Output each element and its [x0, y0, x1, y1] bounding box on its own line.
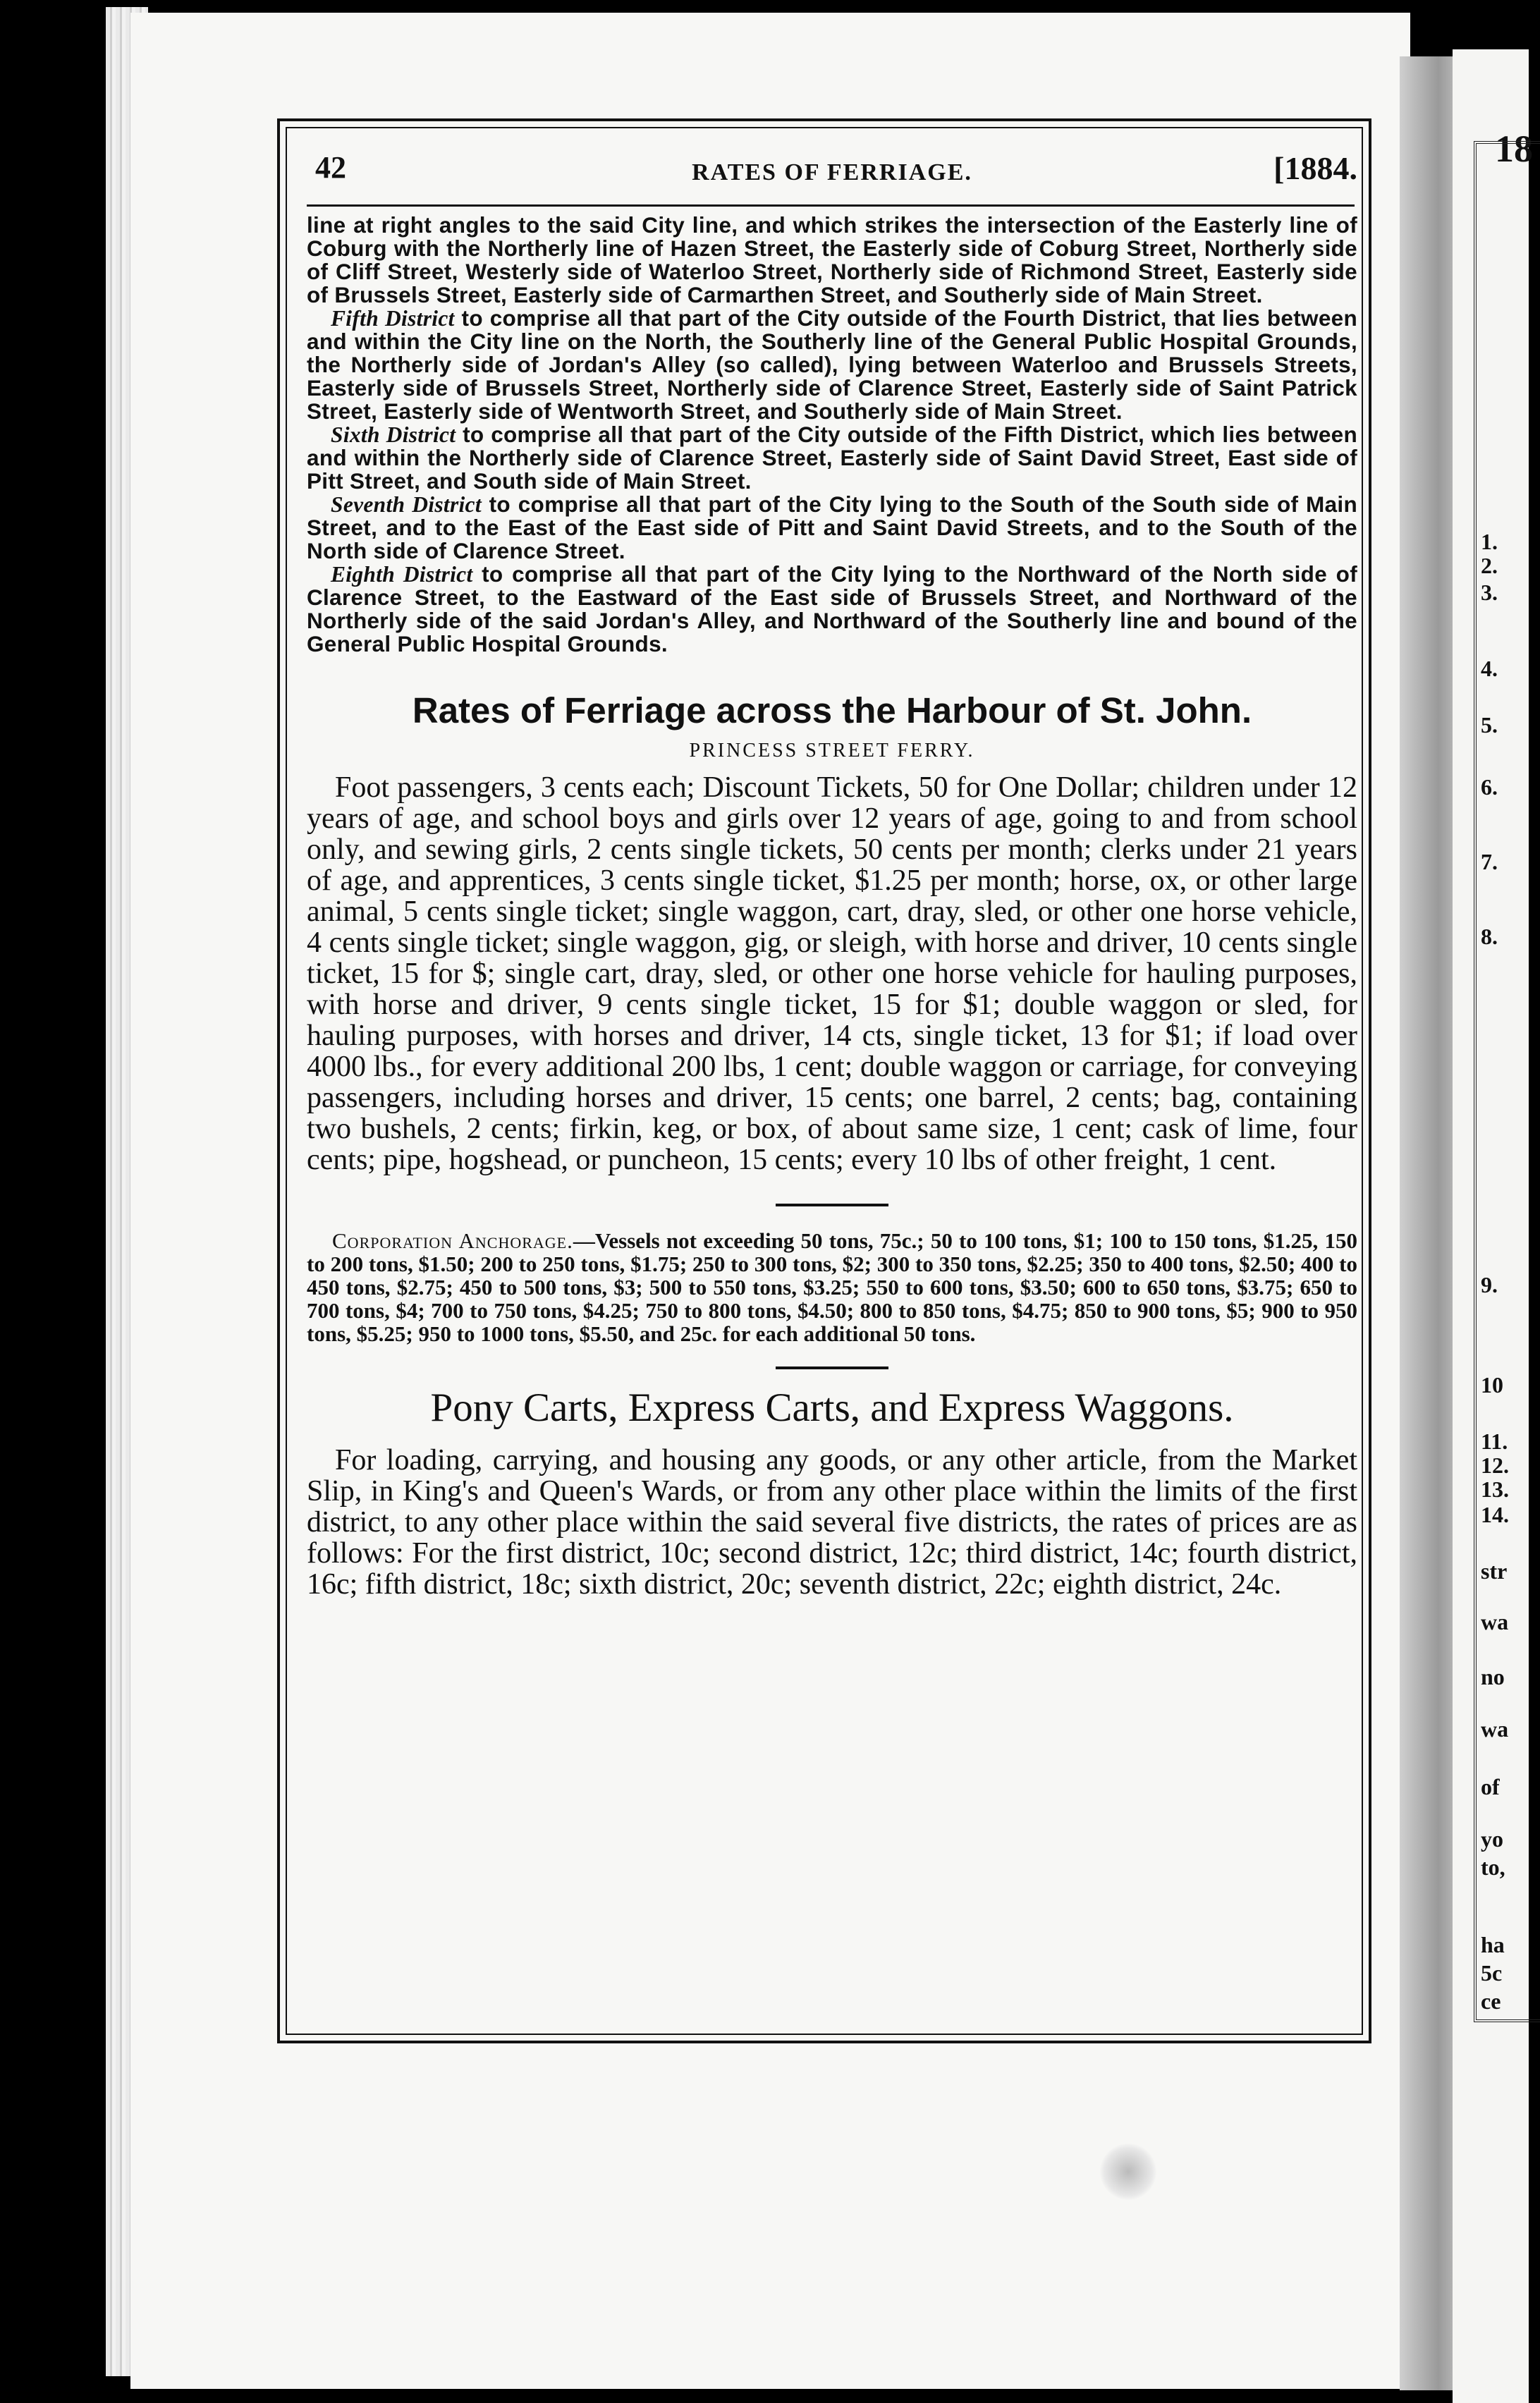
ferry-subheading: PRINCESS STREET FERRY.	[689, 740, 975, 762]
adjacent-fragment: str	[1481, 1558, 1508, 1584]
adjacent-fragment: 4.	[1481, 656, 1498, 681]
section-divider	[776, 1366, 888, 1369]
district-paragraph	[307, 423, 1357, 493]
adjacent-fragment: wa	[1481, 1716, 1509, 1742]
adjacent-fragment: wa	[1481, 1609, 1509, 1634]
adjacent-fragment: 8.	[1481, 924, 1498, 949]
district-text: to comprise all that part of the City lying to the Northward of the North side of Clarence Street, to the Eastward of the East side of Brussels Street, and Northward of the Northerly side of the said Jordan's Alley, and Northward of the Southerly line and bound of the General Public Hospital Grounds.	[307, 561, 1357, 656]
adjacent-fragment: no	[1481, 1664, 1505, 1689]
district-paragraph	[307, 493, 1357, 563]
ferriage-rates-text: Foot passengers, 3 cents each; Discount Tickets, 50 for One Dollar; children under 12 years of age, and school boys and girls over 12 years of age, going to and from school only, and sewing girls, 2 cents single tickets, 50 cents per month; clerks under 21 years of age, and apprentices, 3 cents single ticket, $1.25 per month; horse, ox, or other large animal, 5 cents single ticket; single waggon, cart, dray, sled, or other one horse vehicle, 4 cents single ticket; single waggon, gig, or sleigh, with horse and driver, 10 cents single ticket, 15 for $; single cart, dray, sled, or other one horse vehicle for hauling purposes, with horse and driver, 9 cents single ticket, 15 for $1; double waggon or sled, for hauling purposes, with horses and driver, 14 cts, single ticket, 13 for $1; if load over 4000 lbs., for every additional 200 lbs, 1 cent; double waggon or carriage, for conveying passengers, including horses and driver, 15 cents; one barrel, 2 cents; bag, containing two bushels, 2 cents; firkin, keg, or box, of about same size, 1 cent; cask of lime, four cents; pipe, hogshead, or puncheon, 15 cents; every 10 lbs of other freight, 1 cent.	[307, 771, 1357, 1176]
adjacent-fragment: 14.	[1481, 1502, 1509, 1527]
carts-heading: Pony Carts, Express Carts, and Express Waggons.	[430, 1386, 1234, 1430]
adjacent-fragment: ha	[1481, 1932, 1505, 1957]
district-text: to comprise all that part of the City outside of the Fifth District, which lies between and within the Northerly side of Clarence Street, Easterly side of Saint David Street, East side of Pitt Street, and South side of Main Street.	[307, 422, 1358, 494]
adjacent-fragment: 10	[1481, 1372, 1503, 1398]
district-label: Eighth District	[331, 562, 473, 587]
district-paragraph	[307, 307, 1357, 423]
adjacent-fragment: 12.	[1481, 1453, 1509, 1478]
anchorage-text: —Vessels not exceeding 50 tons, 75c.; 50 to 100 tons, $1; 100 to 150 tons, $1.25, 150 to 200 tons, $1.50; 200 to 250 tons, $1.75; 250 to 300 tons, $2; 300 to 350 tons, $2.25; 350 to 400 tons, $2.50; 400 to 450 tons, $2.75; 450 to 500 tons, $3; 500 to 550 tons, $3.25; 550 to 600 tons, $3.50; 600 to 650 tons, $3.75; 650 to 700 tons, $4; 700 to 750 tons, $4.25; 750 to 800 tons, $4.50; 800 to 850 tons, $4.75; 850 to 900 tons, $5; 900 to 950 tons, $5.25; 950 to 1000 tons, $5.50, and 25c. for each additional 50 tons.	[307, 1228, 1357, 1346]
adjacent-fragment: to,	[1481, 1854, 1505, 1880]
running-year: [1884.	[1273, 150, 1357, 186]
adjacent-fragment: 13.	[1481, 1476, 1509, 1502]
adjacent-fragment: 6.	[1481, 774, 1498, 800]
adjacent-fragment: yo	[1481, 1826, 1503, 1852]
adjacent-fragment: 2.	[1481, 553, 1498, 578]
page-number: 42	[315, 150, 346, 185]
adjacent-page-header: 18	[1495, 128, 1533, 170]
adjacent-fragment: 7.	[1481, 849, 1498, 874]
adjacent-fragment: 5.	[1481, 712, 1498, 738]
adjacent-fragment: 1.	[1481, 529, 1498, 554]
scan-border	[0, 0, 120, 2403]
header-rule	[307, 204, 1355, 207]
page-content	[307, 149, 1357, 1600]
running-title: RATES OF FERRIAGE.	[692, 159, 972, 185]
adjacent-fragment: 3.	[1481, 580, 1498, 605]
scan-smudge	[1100, 2144, 1156, 2200]
district-text: to comprise all that part of the City lying to the South of the South side of Main Street, and to the East of the East side of Pitt and Saint David Streets, and to the South of the North side of Clarence Street.	[307, 491, 1357, 563]
district-label: Sixth District	[331, 422, 456, 447]
districts-section	[307, 214, 1357, 656]
district-label: Seventh District	[331, 492, 482, 517]
adjacent-page-frame	[1474, 141, 1540, 2022]
district-paragraph: line at right angles to the said City line, and which strikes the intersection of the Easterly line of Coburg with the Northerly line of Hazen Street, the Easterly side of Coburg Street, Northerly side of Cliff Street, Westerly side of Waterloo Street, Northerly side of Richmond Street, Easterly side of Brussels Street, Easterly side of Carmarthen Street, and Southerly side of Main Street.	[307, 212, 1357, 307]
adjacent-fragment: ce	[1481, 1988, 1501, 2014]
running-head	[307, 149, 1357, 195]
anchorage-lead: Corporation Anchorage.	[332, 1228, 573, 1253]
adjacent-fragment: 5c	[1481, 1960, 1503, 1986]
adjacent-fragment: 9.	[1481, 1272, 1498, 1297]
ferriage-heading: Rates of Ferriage across the Harbour of St. John.	[412, 690, 1252, 730]
carts-rates-text: For loading, carrying, and housing any goods, or any other article, from the Market Slip, in King's and Queen's Wards, or from any other place within the limits of the first district, to any other place within the said several five districts, the rates of prices are as follows: For the first district, 10c; second district, 12c; third district, 14c; fourth district, 16c; fifth district, 18c; sixth district, 20c; seventh district, 22c; eighth district, 24c.	[307, 1444, 1357, 1601]
district-paragraph	[307, 563, 1357, 656]
district-text: to comprise all that part of the City outside of the Fourth District, that lies between and within the City line on the North, the Southerly line of the General Public Hospital Grounds, the Northerly side of Jordan's Alley (so called), lying between Waterloo and Brussels Streets, Easterly side of Brussels Street, Northerly side of Clarence Street, Easterly side of Saint Patrick Street, Easterly side of Wentworth Street, and Southerly side of Main Street.	[307, 305, 1357, 424]
anchorage-paragraph	[307, 1229, 1357, 1345]
district-label: Fifth District	[331, 306, 455, 331]
adjacent-fragment: 11.	[1481, 1429, 1508, 1454]
adjacent-fragment: of	[1481, 1774, 1500, 1799]
section-divider	[776, 1204, 888, 1206]
